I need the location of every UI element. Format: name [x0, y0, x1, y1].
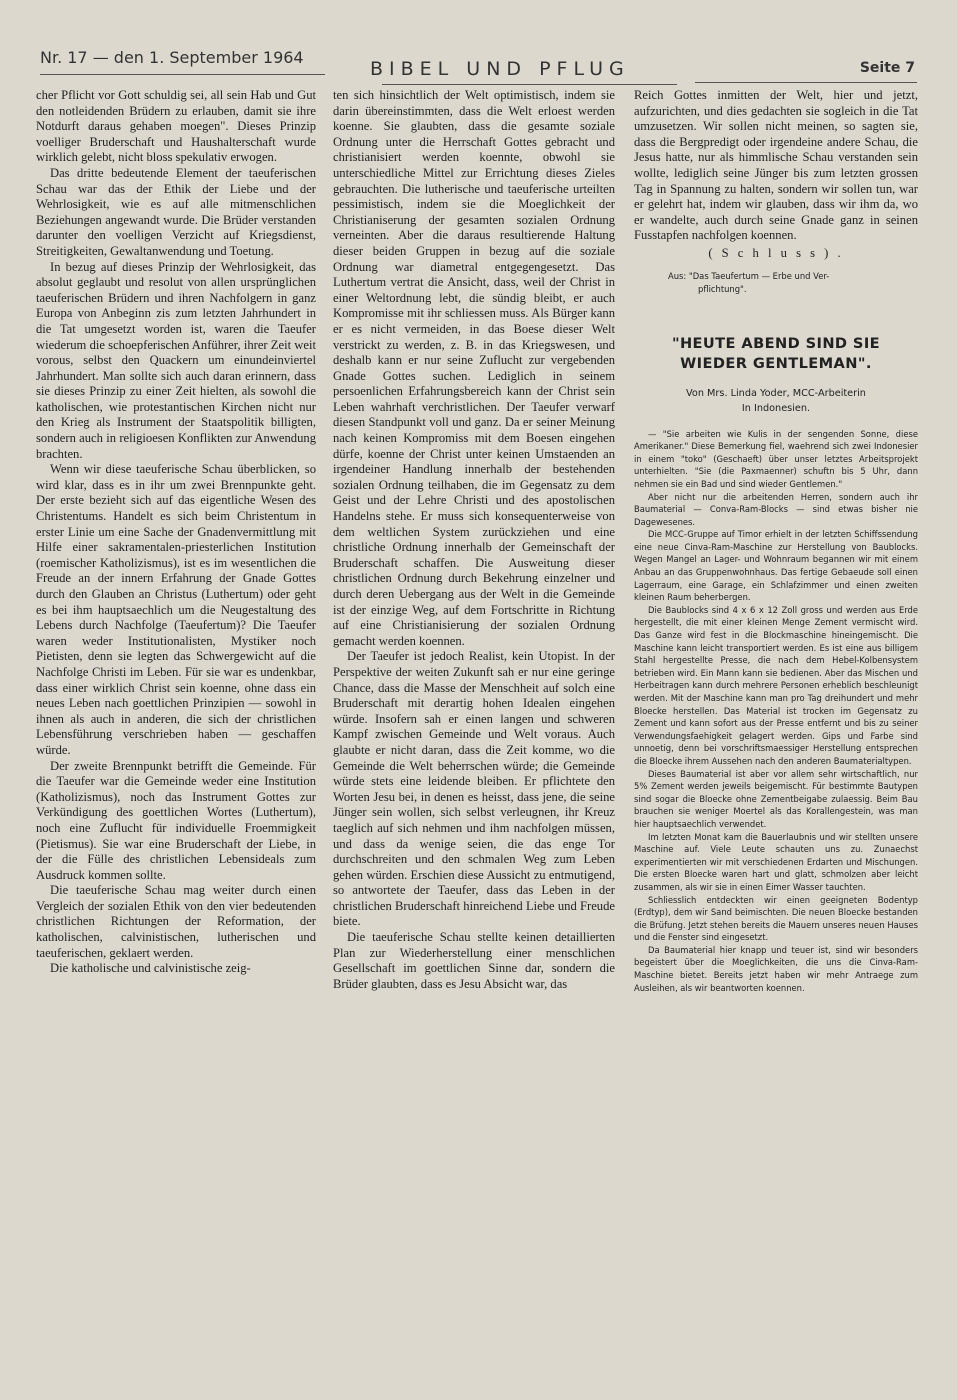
header-rule	[40, 74, 325, 75]
column-middle	[333, 88, 615, 1350]
paragraph: Die katholische und calvinistische zeig-	[50, 961, 251, 976]
header-rule	[382, 84, 677, 85]
paragraph: Die Baublocks sind 4 x 6 x 12 Zoll gross und werden aus Erde hergestellt, die mit einer kleinen Menge Zement vermischt wird. Das Ganze wird fest in die Blockmaschine hineingemischt. Die Maschine kann leicht transportiert werden. Es ist eine aus billigem Stahl hergestellte Presse, die nach dem Hebel-Kolbensystem betrieben wird. Ein Mann kann sie bedienen. Aber das Mischen und Herbeitragen kann durch mehrere Personen erheblich beschleunigt werden. Mit der Maschine kann man pro Tag dreihundert und mehr Bloecke herstellen. Das Material ist trocken im Gegensatz zu Zement und kann sofort aus der Presse entfernt und bis zu seiner Verwendungsfaehigkeit gelagert werden. Gips und Farbe sind unnoetig, denn bei vorschriftsmaessiger Herstellung entsprechen die Bloecke ihrem Aussehen nach den anderen Baumaterialtypen.	[634, 604, 918, 766]
paragraph: Die taeuferische Schau mag weiter durch einen Vergleich der sozialen Ethik von den vier bedeutenden christlichen Richtungen der Reformation, der katholischen, calvinistischen, lutherischen und taeuferischen, geklaert werden.	[36, 883, 316, 960]
paragraph: ten sich hinsichtlich der Welt optimistisch, indem sie darin übereinstimmten, dass die Welt erloest werden koenne. Sie glaubten, dass die gesamte soziale Ordnung unter die Herrschaft Gottes gebracht und christianisiert werden koennte, obwohl sie unterschiedliche Mittel zur Errichtung dieses Zieles gebrauchten. Die lutherische und taeuferische urteilten pessimistisch, indem sie die Moeglichkeit der Christianiserung der gesamten sozialen Ordnung verneinten. Aber die daraus resultierende Haltung dieser beiden Gruppen in bezug auf die soziale Ordnung war diametral entgegengesetzt. Das Luthertum vertrat die Ansicht, dass, weil der Christ in einer Weltordnung lebt, die sündig bleibt, er auch Kompromisse mit ihr schliessen muss. Als Bürger kann er es nicht vermeiden, in das Boese dieser Welt verstrickt zu werden, z. B. in das Kriegswesen, und deshalb kann er nur seine Zuflucht zur vergebenden Gnade Gottes suchen. Lediglich in seinem persoenlichen Erfahrungsbereich kann der Christ sein Leben wahrhaft verchristlichen. Der Taeufer verwarf diesen Standpunkt voll und ganz. Da er seiner Meinung nach keinen Kompromiss mit dem Boesen eingehen dürfe, koenne der Christ unter keinen Umstaenden an irgendeiner Handlung innerhalb der bestehenden sozialen Ordnung teilhaben, die im Gegensatz zu dem Geist und der Lehre Christi und des apostolischen Handelns stehe. Er muss sich konsequenterweise von dem weltlichen System zurückziehen und eine christliche Ordnung innerhalb der Gemeinschaft der Bruderschaft schaffen. Die Ausweitung dieser christlichen Ordnung durch Bekehrung einzelner und durch deren Uebergang aus der Welt in die Gemeinde ist der einzige Weg, auf dem Fortschritte in Richtung auf eine Christianisierung der sozialen Ordnung gemacht werden koennen.	[333, 88, 615, 648]
page-number: Seite 7	[859, 60, 915, 76]
paragraph: Der zweite Brennpunkt betrifft die Gemeinde. Für die Taeufer war die Gemeinde weder eine Institution (Katholizismus), noch das Instrument Gottes zur Verkündigung des goettlichen Wortes (Luthertum), noch eine Zuflucht für individuelle Froemmigkeit (Pietismus). Sie war eine Bruderschaft der Liebe, in der die Fülle des christlichen Lebensideals zum Ausdruck kommen sollte.	[36, 758, 316, 882]
column-right	[634, 88, 918, 1350]
byline-line: In Indonesien.	[741, 402, 811, 414]
header-rule	[695, 82, 917, 83]
page-header	[40, 48, 917, 84]
article-end-mark: ( S c h l u s s ) .	[708, 245, 844, 260]
paragraph: Reich Gottes inmitten der Welt, hier und jetzt, aufzurichten, und dies gedachten sie sogleich in die Tat umzusetzen. Wir sollen nicht meinen, so sagten sie, dass die Bergpredigt oder irgendeine andere Schau, die Jesus hatte, nur als himmlische Schau verstanden sein wollte, lediglich seine Jünger bis zum letzten grossen Tag in Spannung zu halten, sondern wir sollen tun, war er gelehrt hat, indem wir glauben, dass wir ihm da, wo er wandelte, auch durch seine Gnade ganz in seinen Fusstapfen nachfolgen koennen.	[634, 88, 918, 243]
source-line: pflichtung".	[698, 283, 747, 294]
paragraph: Die MCC-Gruppe auf Timor erhielt in der letzten Schiffssendung eine neue Cinva-Ram-Maschine zur Herstellung von Baublocks. Wegen Mangel an Lager- und Wohnraum begannen wir mit einem Anbau an das Gruppenwohnhaus. Das fertige Gebaeude soll einen Lagerraum, eine Garage, ein Schlafzimmer und einen zweiten kleinen Raum beherbergen.	[634, 529, 918, 603]
column-left	[36, 88, 316, 1350]
headline-line: WIEDER GENTLEMAN".	[680, 354, 872, 372]
paragraph: Wenn wir diese taeuferische Schau überblicken, so wird klar, dass es in ihr um zwei Brennpunkte geht. Der erste bezieht sich auf das eigentliche Wesen des Christentums. Handelt es sich beim Christentum in erster Linie um eine Sache der Gnadenvermittlung mit Hilfe einer sakramentalen-priesterlichen Institution (roemischer Katholizismus), ist es im wesentlichen die Freude an der innern Erfahrung der Gnade Gottes durch den Glauben an Christus (Luthertum) oder geht es bei ihm hauptsaechlich um die Neugestaltung des Lebens durch Nachfolge (Taeufertum)? Die Taeufer waren weder Institutionalisten, Mystiker noch Pietisten, denn sie legten das Schwergewicht auf die Nachfolge Christi im Leben. Für sie war es undenkbar, dass einer wirklich Christ sein koenne, ohne dass ein neues Leben nach goettlichen Prinzipien — sowohl in ihnen als auch in anderen, die sich der christlichen Lebensführung verschrieben haben — geschaffen würde.	[36, 462, 316, 757]
article-body	[634, 428, 918, 995]
paragraph: Schliesslich entdeckten wir einen geeigneten Bodentyp (Erdtyp), dem wir Sand beimischten. Die neuen Bloecke bestanden die Brüfung. Jetzt stehen bereits die Mauern unseres neuen Hauses und die Fenster sind eingesetzt.	[634, 894, 918, 943]
headline-line: "HEUTE ABEND SIND SIE	[671, 334, 881, 352]
issue-date: Nr. 17 — den 1. September 1964	[40, 48, 304, 67]
paragraph: Der Taeufer ist jedoch Realist, kein Utopist. In der Perspektive der weiten Zukunft sah er nur eine geringe Chance, dass die Masse der Menschheit auf solch eine Bruderschaft mit derartig hohen Idealen eingehen würde. Insofern sah er einen langen und schweren Kampf zwischen Gemeinde und Welt voraus. Auch glaubte er nicht daran, dass die Zeit komme, wo die Gemeinde die Welt beherrschen würde; die Gemeinde würde stets eine leidende bleiben. Er pflichtete den Worten Jesu bei, in denen es heisst, dass jene, die seine Jünger sein wollen, sich selbst verleugnen, ihr Kreuz taeglich auf sich nehmen und ihm nachfolgen müssen, und dass da wenige seien, die das enge Tor durchschreiten und den schmalen Weg zum Leben gehen würden. Erschien diese Aussicht zu entmutigend, so antwortete der Taeufer, dass das Leben in der christlichen Bruderschaft hinreichend Liebe und Freude biete.	[333, 649, 615, 929]
paragraph: Das dritte bedeutende Element der taeuferischen Schau war das der Ethik der Liebe und der Wehrlosigkeit, wie es auf alle mitmenschlichen Beziehungen angewandt wurde. Die Brüder verstanden darunter den voelligen Verzicht auf Kriegsdienst, Streitigkeiten, Gewaltanwendung und Toetung.	[36, 165, 316, 258]
source-line: Aus: "Das Taeufertum — Erbe und Ver-	[668, 270, 830, 281]
paragraph: — "Sie arbeiten wie Kulis in der sengenden Sonne, diese Amerikaner." Diese Bemerkung fiel, waehrend sich zwei Indonesier in einem "toko" (Geschaeft) über unser letztes Arbeitsprojekt unterhielten. "Sie (die Paxmaenner) schuftn bis 5 Uhr, dann nehmen sie ein Bad und sind wieder Gentlemen."	[634, 428, 918, 489]
paragraph: cher Pflicht vor Gott schuldig sei, all sein Hab und Gut den notleidenden Brüdern zu erlauben, damit sie ihre Notdurft daraus gehaben moegen". Dieses Prinzip voelliger Bruderschaft und Haushalterschaft wurde wirklich gelebt, nicht bloss spekulativ erwogen.	[36, 88, 316, 165]
article-headline	[634, 334, 918, 374]
byline-line: Von Mrs. Linda Yoder, MCC-Arbeiterin	[686, 387, 866, 399]
paragraph: Aber nicht nur die arbeitenden Herren, sondern auch ihr Baumaterial — Conva-Ram-Blocks — sind etwas bisher nie Dagewesenes.	[634, 491, 918, 527]
paragraph: Im letzten Monat kam die Bauerlaubnis und wir stellten unsere Maschine auf. Viele Leute schauten uns zu. Zunaechst experimentierten wir mit verschiedenen Erdarten und Mischungen. Die ersten Bloecke waren hart und glatt, schmolzen aber leicht zusammen, als wir sie in einen Eimer Wasser tauchten.	[634, 831, 918, 892]
paragraph: In bezug auf dieses Prinzip der Wehrlosigkeit, das absolut geglaubt und resolut von allen ursprünglichen taeuferischen Brüdern und ihren Nachfolgern in ganz Europa von Anbeginn zis zum letzten Jahrhundert in die Tat umgesetzt worden ist, waren die Taeufer wiederum die schoepferischen Anführer, ihrer Zeit weit vorous, selbst den Quackern um einundeinviertel Jahrhundert. Man sollte sich auch daran erinnern, dass sie dieses Prinzip zu einer Zeit hielten, als sowohl die katholischen, wie protestantischen Kirchen nicht nur den Krieg als Instrument der Staatspolitik billigten, sondern auch in religioesen Konflikten zur Anwendung brachten.	[36, 259, 316, 461]
article-byline	[634, 386, 918, 416]
masthead-title: BIBEL UND PFLUG	[370, 58, 630, 80]
paragraph: Da Baumaterial hier knapp und teuer ist, sind wir besonders begeistert über die Moeglichkeiten, die uns die Cinva-Ram-Maschine bietet. Bereits jetzt haben wir mehr Antraege zum Ausleihen, als wir beantworten koennen.	[634, 944, 918, 993]
paragraph: Dieses Baumaterial ist aber vor allem sehr wirtschaftlich, nur 5% Zement werden jeweils beigemischt. Für bestimmte Bautypen sind sogar die Bloecke ohne Zementbeigabe zulaessig. Beim Bau brauchen sie weniger Moertel als das Korallengestein, was man hier hauptsaechlich verwendet.	[634, 768, 918, 829]
paragraph: Die taeuferische Schau stellte keinen detaillierten Plan zur Wiederherstellung einer menschlichen Gesellschaft im goettlichen Sinne dar, sondern die Brüder glaubten, dass es Jesu Absicht war, das	[333, 930, 615, 991]
source-note	[668, 270, 918, 296]
